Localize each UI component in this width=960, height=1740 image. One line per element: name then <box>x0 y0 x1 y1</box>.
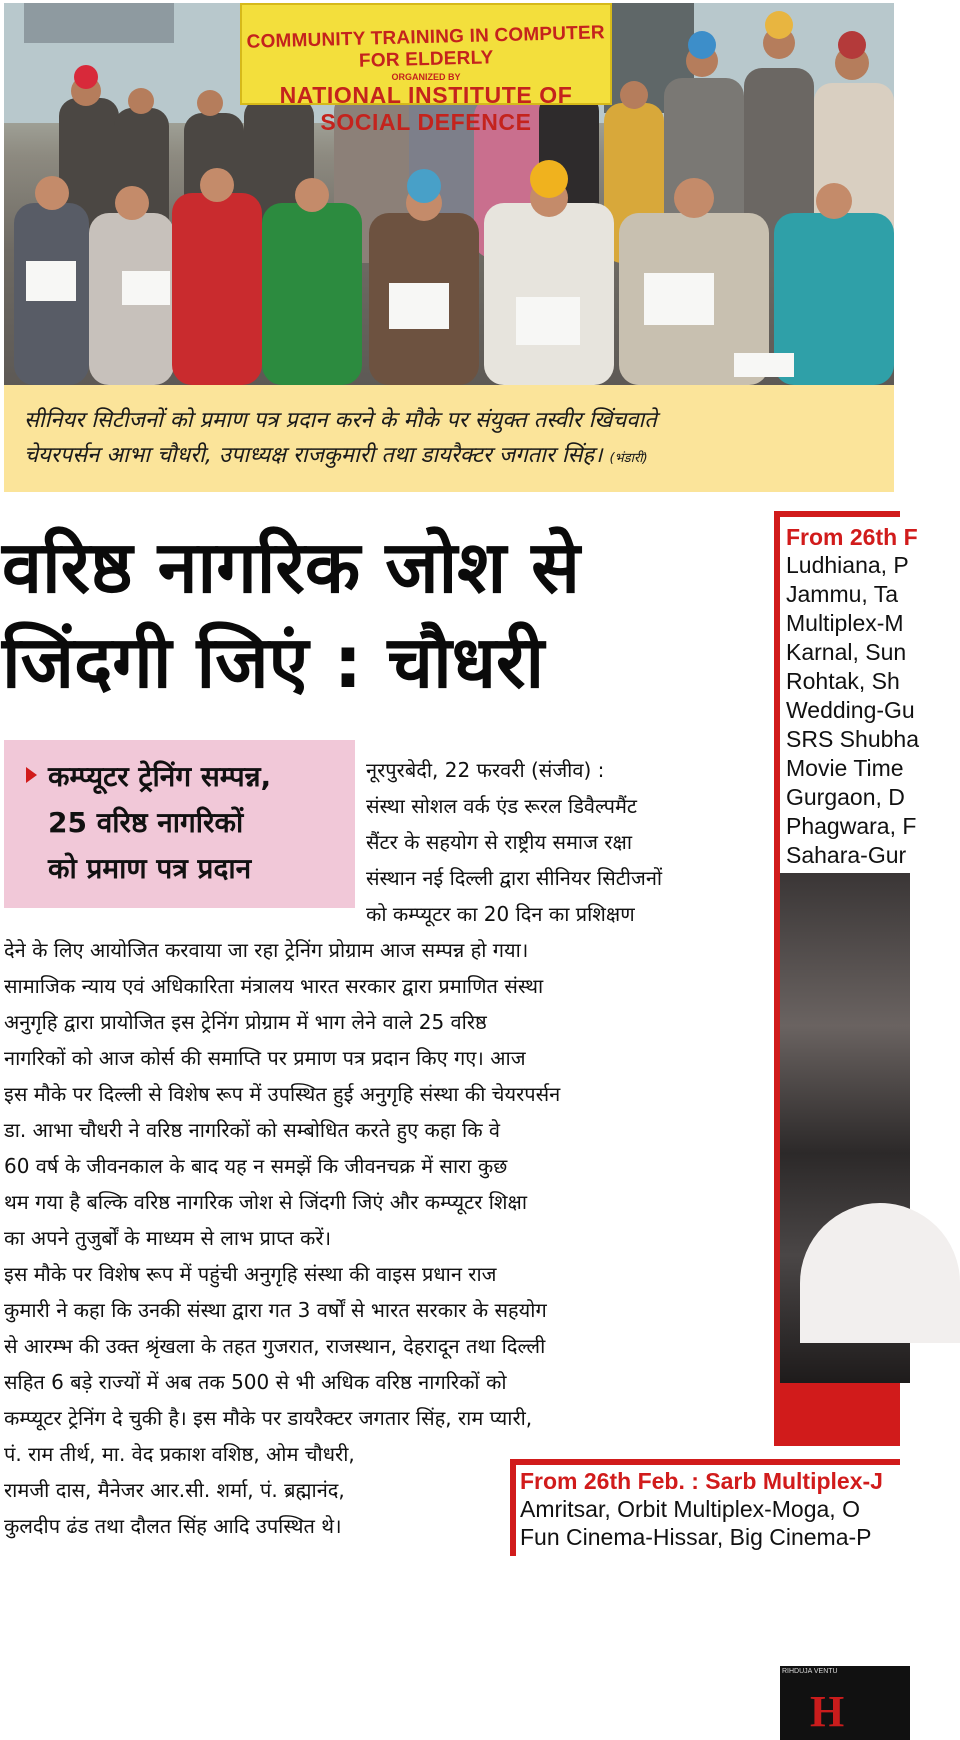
text-line: देने के लिए आयोजित करवाया जा रहा ट्रेनिंग प्रोग्राम आज सम्पन्न हो गया। <box>4 938 529 962</box>
text-line: डा. आभा चौधरी ने वरिष्ठ नागरिकों को सम्बोधित करते हुए कहा कि वे <box>4 1118 501 1142</box>
text-line: Ludhiana, P <box>786 552 909 578</box>
cinema-ad-logo-mark: H <box>810 1687 843 1736</box>
cinema-ad-photo <box>780 873 910 1383</box>
text-line: Movie Time <box>786 755 904 781</box>
text-line: सहित 6 बड़े राज्यों में अब तक 500 से भी अधिक वरिष्ठ नागरिकों को <box>4 1370 507 1394</box>
text-line: नूरपुरबेदी, 22 फरवरी (संजीव) : <box>366 758 605 782</box>
text-line: को कम्प्यूटर का 20 दिन का प्रशिक्षण <box>366 902 635 926</box>
text-line: Rohtak, Sh <box>786 668 900 694</box>
subheadline-box <box>4 740 355 908</box>
subheadline-line-2: 25 वरिष्ठ नागरिकों <box>48 806 244 839</box>
banner-line-3: NATIONAL INSTITUTE OF SOCIAL DEFENCE <box>279 82 573 135</box>
text-line: सैंटर के सहयोग से राष्ट्रीय समाज रक्षा <box>366 830 633 854</box>
photo-credit: (भंडारी) <box>609 451 648 466</box>
text-line: नागरिकों को आज कोर्स की समाप्ति पर प्रमाण पत्र प्रदान किए गए। आज <box>4 1046 526 1070</box>
text-line: से आरम्भ की उक्त श्रृंखला के तहत गुजरात, राजस्थान, देहरादून तथा दिल्ली <box>4 1334 546 1358</box>
cinema-ad-headline: From 26th F <box>786 524 918 550</box>
caption-line-2 <box>24 438 882 476</box>
cinema-ad-bottom-lines <box>520 1495 916 1551</box>
text-line: पं. राम तीर्थ, मा. वेद प्रकाश वशिष्ठ, ओम चौधरी, <box>4 1442 355 1466</box>
text-line: कम्प्यूटर ट्रेनिंग दे चुकी है। इस मौके पर डायरैक्टर जगतार सिंह, राम प्यारी, <box>4 1406 533 1430</box>
text-line: का अपने तुजुर्बों के माध्यम से लाभ प्राप्त करें। <box>4 1226 332 1250</box>
text-line: Multiplex-M <box>786 610 904 636</box>
text-line: इस मौके पर विशेष रूप में पहुंची अनुगृहि संस्था की वाइस प्रधान राज <box>4 1262 497 1286</box>
text-line: Phagwara, F <box>786 813 917 839</box>
training-banner <box>240 3 612 135</box>
article-column-bottom <box>4 1436 504 1544</box>
headline-line-1: वरिष्ठ नागरिक जोश से <box>2 525 580 609</box>
cinema-ad-bottom-headline: From 26th Feb. : Sarb Multiplex-J <box>520 1468 883 1494</box>
cinema-ad-face <box>800 1203 960 1343</box>
text-line: इस मौके पर दिल्ली से विशेष रूप में उपस्थित हुई अनुगृहि संस्था की चेयरपर्सन <box>4 1082 561 1106</box>
text-line: थम गया है बल्कि वरिष्ठ नागरिक जोश से जिंदगी जिएं और कम्प्यूटर शिक्षा <box>4 1190 528 1214</box>
cinema-ad-logo-caption: RIHDUJA VENTU <box>782 1668 838 1675</box>
text-line: Gurgaon, D <box>786 784 905 810</box>
banner-line-2: ORGANIZED BY <box>391 72 461 82</box>
cinema-ad-logo <box>780 1666 910 1740</box>
text-line: Amritsar, Orbit Multiplex-Moga, O <box>520 1496 860 1522</box>
text-line: SRS Shubha <box>786 726 919 752</box>
banner-line-1: COMMUNITY TRAINING IN COMPUTER FOR ELDERLY <box>246 22 606 72</box>
triangle-bullet-icon <box>26 767 37 783</box>
text-line: संस्थान नई दिल्ली द्वारा सीनियर सिटीजनों <box>366 866 663 890</box>
caption-line-1: सीनियर सिटीजनों को प्रमाण पत्र प्रदान करने के मौके पर संयुक्त तस्वीर खिंचवाते <box>24 408 657 433</box>
cinema-ad-right <box>774 511 919 1736</box>
headline-line-2: जिंदगी जिएं : चौधरी <box>2 620 545 704</box>
cinema-ad-lines <box>786 551 919 870</box>
text-line: कुलदीप ढंड तथा दौलत सिंह आदि उपस्थित थे। <box>4 1514 342 1538</box>
group-photo <box>4 3 894 385</box>
cinema-ad-bottom-text <box>516 1465 916 1562</box>
caption-line-2-text: चेयरपर्सन आभा चौधरी, उपाध्यक्ष राजकुमारी तथा डायरैक्टर जगतार सिंह। <box>24 443 603 468</box>
text-line: संस्था सोशल वर्क एंड रूरल डिवैल्पमैंट <box>366 794 638 818</box>
text-line: रामजी दास, मैनेजर आर.सी. शर्मा, पं. ब्रह्मानंद, <box>4 1478 345 1502</box>
text-line: Wedding-Gu <box>786 697 915 723</box>
text-line: Karnal, Sun <box>786 639 907 665</box>
text-line: सामाजिक न्याय एवं अधिकारिता मंत्रालय भारत सरकार द्वारा प्रमाणित संस्था <box>4 974 544 998</box>
subheadline-line-1: कम्प्यूटर ट्रेनिंग सम्पन्न, <box>48 760 272 793</box>
article-column-full <box>4 932 746 1436</box>
text-line: Fun Cinema-Hissar, Big Cinema-P <box>520 1524 872 1550</box>
text-line: Jammu, Ta <box>786 581 899 607</box>
text-line: 60 वर्ष के जीवनकाल के बाद यह न समझें कि जीवनचक्र में सारा कुछ <box>4 1154 508 1178</box>
text-line: Sahara-Gur <box>786 842 907 868</box>
text-line: अनुगृहि द्वारा प्रायोजित इस ट्रेनिंग प्रोग्राम में भाग लेने वाले 25 वरिष्ठ <box>4 1010 487 1034</box>
text-line: कुमारी ने कहा कि उनकी संस्था द्वारा गत 3 वर्षों से भारत सरकार के सहयोग <box>4 1298 547 1322</box>
cinema-ad-bottom <box>510 1459 900 1556</box>
headline <box>2 520 762 710</box>
photo-caption <box>4 385 894 492</box>
article-column-right <box>366 752 746 932</box>
subheadline-line-3: को प्रमाण पत्र प्रदान <box>48 852 252 885</box>
